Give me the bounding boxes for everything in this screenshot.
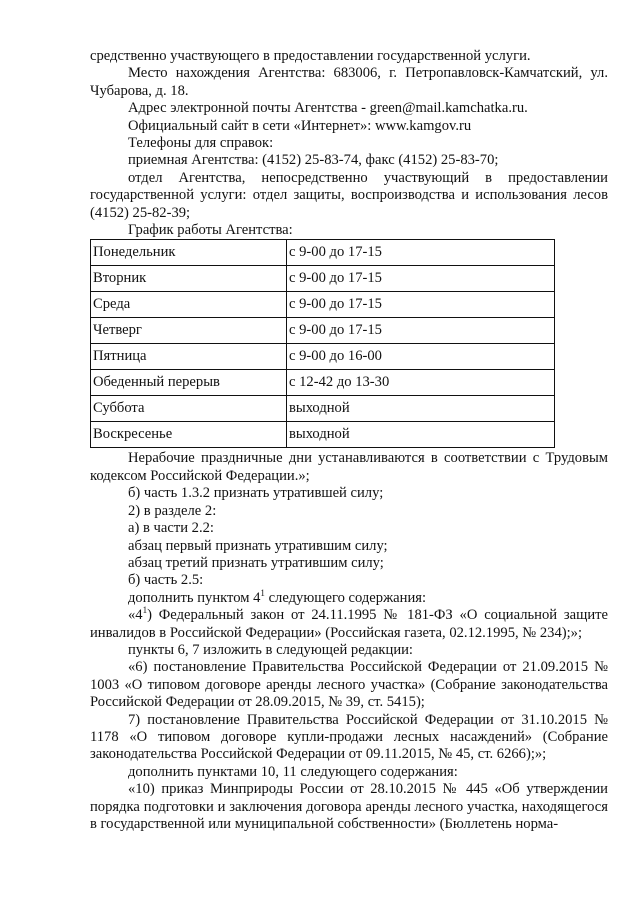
schedule-hours: с 9-00 до 17-15 — [287, 240, 555, 266]
holidays-text: Нерабочие праздничные дни устанавливаются в соответствии с Трудовым кодексом Российской Федерации.»; — [90, 450, 608, 484]
item-b-132: б) часть 1.3.2 признать утратившей силу; — [128, 485, 384, 502]
schedule-row — [91, 318, 555, 344]
schedule-hours: выходной — [287, 396, 555, 422]
schedule-row — [91, 240, 555, 266]
schedule-hours: с 9-00 до 17-15 — [287, 318, 555, 344]
schedule-day: Обеденный перерыв — [91, 370, 287, 396]
schedule-hours: с 9-00 до 17-15 — [287, 292, 555, 318]
schedule-day: Среда — [91, 292, 287, 318]
schedule-row — [91, 396, 555, 422]
document-page — [90, 48, 608, 833]
schedule-row — [91, 422, 555, 448]
schedule-day: Понедельник — [91, 240, 287, 266]
department-info: отдел Агентства, непосредственно участвующий в предоставлении государственной услуги: отдел защиты, воспроизводства и использования лесов (4152) 25-82-39; — [90, 169, 608, 221]
schedule-day: Четверг — [91, 318, 287, 344]
add-item-4-1: дополнить пунктом $4^1$ следующего содержания: — [128, 587, 427, 606]
schedule-day: Воскресенье — [91, 422, 287, 448]
agency-email: Адрес электронной почты Агентства - green@mail.kamchatka.ru. — [128, 100, 528, 117]
schedule-row — [91, 370, 555, 396]
schedule-day: Пятница — [91, 344, 287, 370]
items-6-7-label: пункты 6, 7 изложить в следующей редакции: — [128, 641, 413, 658]
item-4-1-text: «$4^1$) Федеральный закон от 24.11.1995 № 181-ФЗ «О социальной защите инвалидов в Российской Федерации» (Российская газета, 02.12.1995, № 234);»; — [90, 605, 608, 641]
schedule-hours: с 9-00 до 16-00 — [287, 344, 555, 370]
agency-address: Место нахождения Агентства: 683006, г. Петропавловск-Камчатский, ул. Чубарова, д. 18. — [90, 65, 608, 99]
section-2: 2) в разделе 2: — [128, 502, 217, 519]
item-b-25: б) часть 2.5: — [128, 572, 204, 589]
abzac-third: абзац третий признать утратившим силу; — [128, 554, 384, 571]
phones-label: Телефоны для справок: — [128, 135, 274, 152]
items-10-11-label: дополнить пунктами 10, 11 следующего содержания: — [128, 763, 458, 780]
schedule-label: График работы Агентства: — [128, 222, 293, 239]
agency-website: Официальный сайт в сети «Интернет»: www.kamgov.ru — [128, 117, 472, 134]
schedule-table — [90, 239, 555, 448]
schedule-hours: выходной — [287, 422, 555, 448]
item-7-text: 7) постановление Правительства Российской Федерации от 31.10.2015 № 1178 «О типовом договоре купли-продажи лесных насаждений» (Собрание законодательства Российской Федерации от 09.11.2015, № 45, ст. 6266);»; — [90, 711, 608, 763]
schedule-hours: с 12-42 до 13-30 — [287, 370, 555, 396]
text-line: средственно участвующего в предоставлении государственной услуги. — [90, 48, 531, 64]
schedule-row — [91, 266, 555, 292]
schedule-row — [91, 344, 555, 370]
item-a-22: а) в части 2.2: — [128, 520, 214, 537]
abzac-first: абзац первый признать утратившим силу; — [128, 537, 388, 554]
item-10-text: «10) приказ Минприроды России от 28.10.2015 № 445 «Об утверждении порядка подготовки и заключения договора аренды лесного участка, находящегося в государственной или муниципальной собственности» (Бюллетень норма- — [90, 781, 608, 832]
schedule-hours: с 9-00 до 17-15 — [287, 266, 555, 292]
schedule-row — [91, 292, 555, 318]
schedule-day: Вторник — [91, 266, 287, 292]
reception-phone: приемная Агентства: (4152) 25-83-74, факс (4152) 25-83-70; — [128, 152, 499, 169]
schedule-day: Суббота — [91, 396, 287, 422]
item-6-text: «6) постановление Правительства Российской Федерации от 21.09.2015 № 1003 «О типовом договоре аренды лесного участка» (Собрание законодательства Российской Федерации от 28.09.2015, № 39, ст. 5415); — [90, 659, 608, 711]
